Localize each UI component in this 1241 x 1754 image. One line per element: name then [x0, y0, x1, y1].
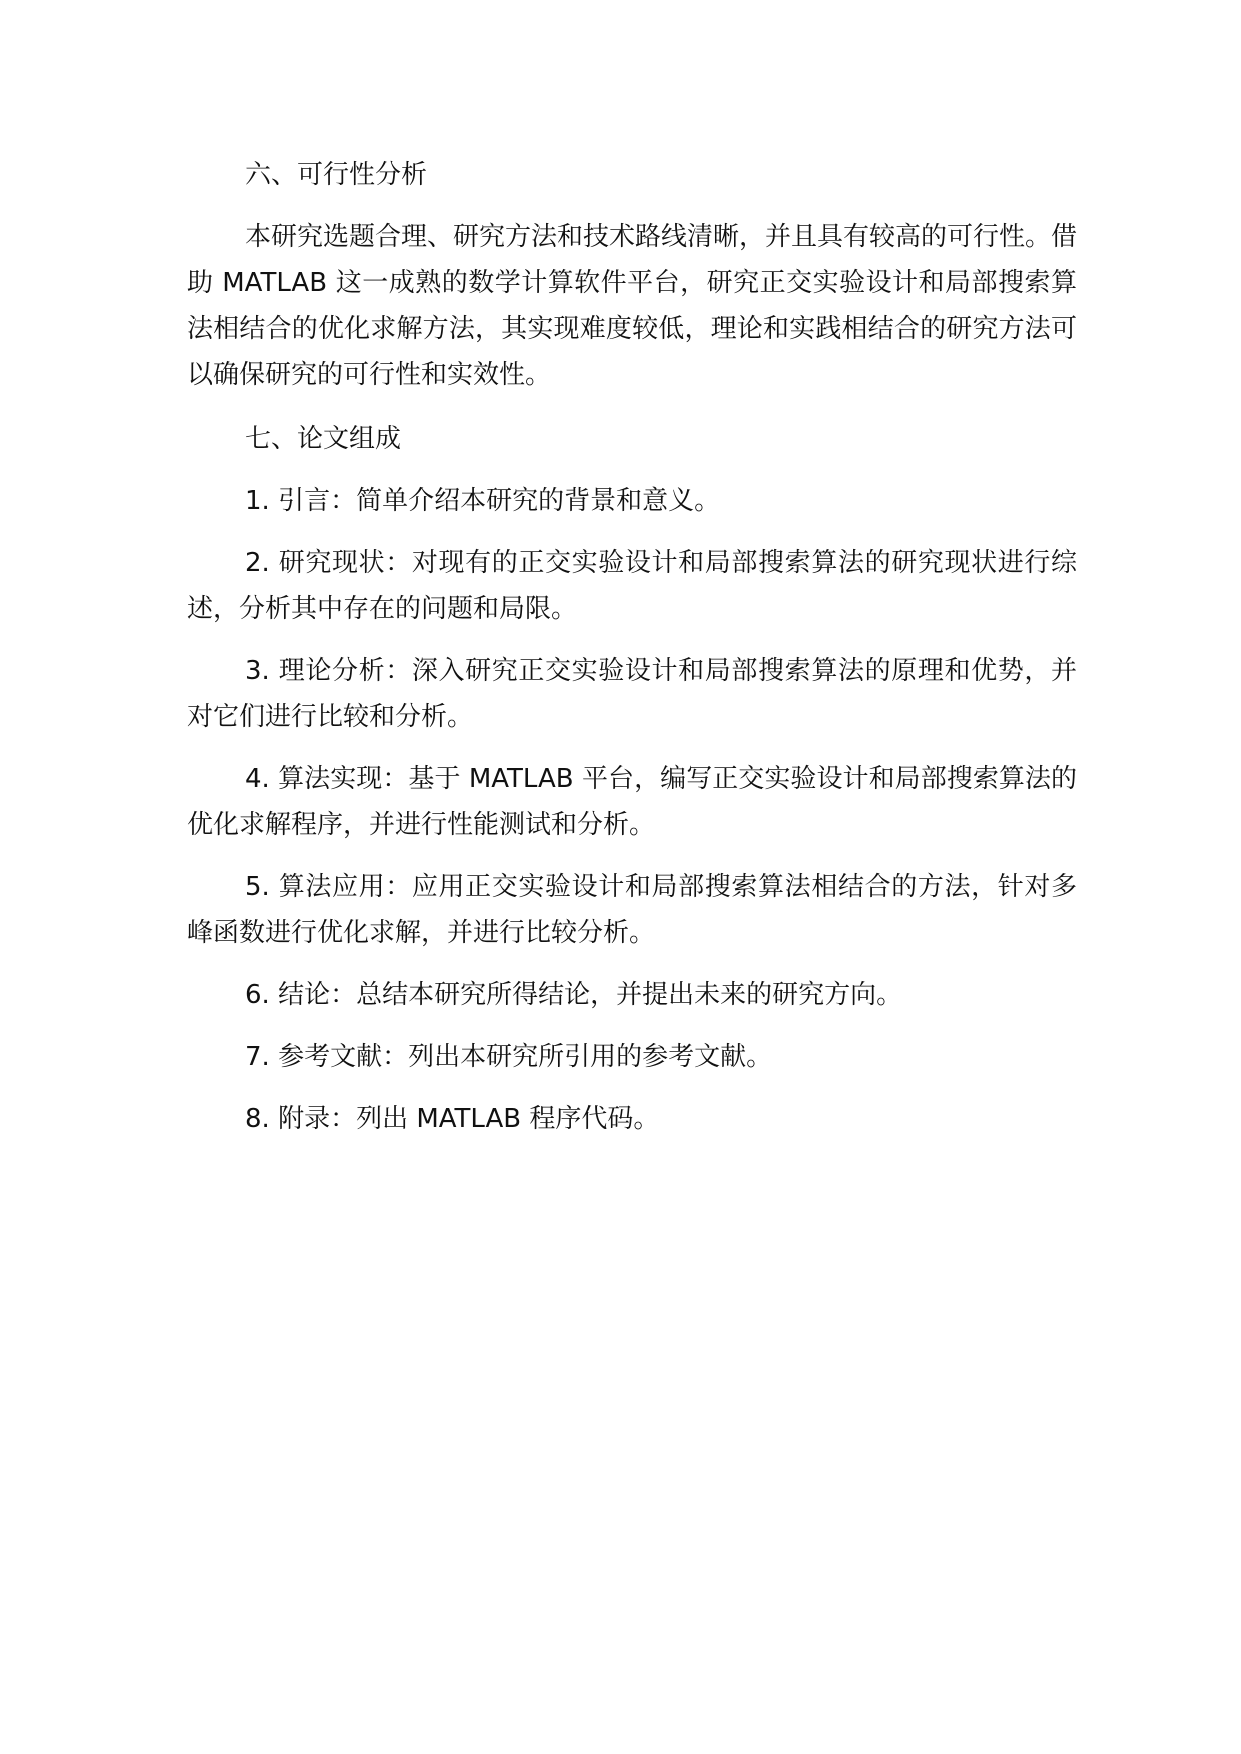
list-item-references: 7. 参考文献：列出本研究所引用的参考文献。 [245, 1042, 773, 1072]
list-item-appendix: 8. 附录：列出 MATLAB 程序代码。 [245, 1104, 660, 1134]
list-item-research-status: 2. 研究现状：对现有的正交实验设计和局部搜索算法的研究现状进行综述，分析其中存在的问题和局限。 [187, 548, 1077, 624]
list-item-algorithm-implementation: 4. 算法实现：基于 MATLAB 平台，编写正交实验设计和局部搜索算法的优化求解程序，并进行性能测试和分析。 [187, 764, 1077, 840]
page-content [187, 152, 1077, 1142]
list-item-algorithm-application: 5. 算法应用：应用正交实验设计和局部搜索算法相结合的方法，针对多峰函数进行优化求解，并进行比较分析。 [187, 872, 1077, 948]
section-6-heading: 六、可行性分析 [245, 160, 428, 190]
section-6-body: 本研究选题合理、研究方法和技术路线清晰，并且具有较高的可行性。借助 MATLAB 这一成熟的数学计算软件平台，研究正交实验设计和局部搜索算法相结合的优化求解方法，其实现难度较低，理论和实践相结合的研究方法可以确保研究的可行性和实效性。 [187, 222, 1078, 390]
list-item-introduction: 1. 引言：简单介绍本研究的背景和意义。 [245, 486, 721, 516]
section-7-heading: 七、论文组成 [245, 424, 402, 454]
list-item-conclusion: 6. 结论：总结本研究所得结论，并提出未来的研究方向。 [245, 980, 903, 1010]
list-item-theory-analysis: 3. 理论分析：深入研究正交实验设计和局部搜索算法的原理和优势，并对它们进行比较和分析。 [187, 656, 1077, 732]
